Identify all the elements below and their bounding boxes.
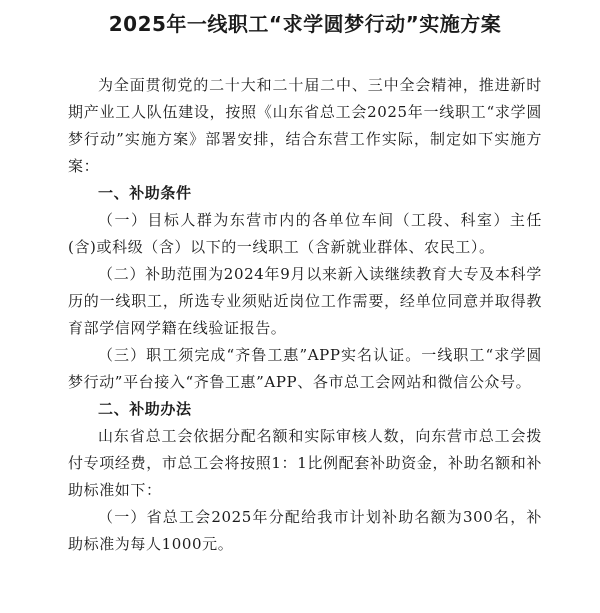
section-heading-methods: 二、补助办法 (98, 400, 192, 418)
condition-item-1: （一）目标人群为东营市内的各单位车间（工段、科室）主任(含)或科级（含）以下的一线职工（含新就业群体、农民工）。 (68, 211, 542, 256)
methods-item-1: （一）省总工会2025年分配给我市计划补助名额为300名，补助标准为每人1000元。 (68, 508, 542, 553)
section-heading-conditions: 一、补助条件 (98, 184, 192, 202)
document-title: 2025年一线职工“求学圆梦行动”实施方案 (108, 12, 502, 36)
condition-item-3: （三）职工须完成“齐鲁工惠”APP实名认证。一线职工“求学圆梦行动”平台接入“齐鲁工惠”APP、各市总工会网站和微信公众号。 (68, 346, 542, 391)
condition-item-2: （二）补助范围为2024年9月以来新入读继续教育大专及本科学历的一线职工，所选专业须贴近岗位工作需要，经单位同意并取得教育部学信网学籍在线验证报告。 (68, 265, 542, 337)
methods-paragraph: 山东省总工会依据分配名额和实际审核人数，向东营市总工会拨付专项经费，市总工会将按照1：1比例配套补助资金，补助名额和补助标准如下： (68, 427, 542, 499)
document-body (68, 72, 542, 558)
intro-paragraph: 为全面贯彻党的二十大和二十届二中、三中全会精神，推进新时期产业工人队伍建设，按照《山东省总工会2025年一线职工“求学圆梦行动”实施方案》部署安排，结合东营工作实际，制定如下实施方案： (68, 76, 542, 175)
